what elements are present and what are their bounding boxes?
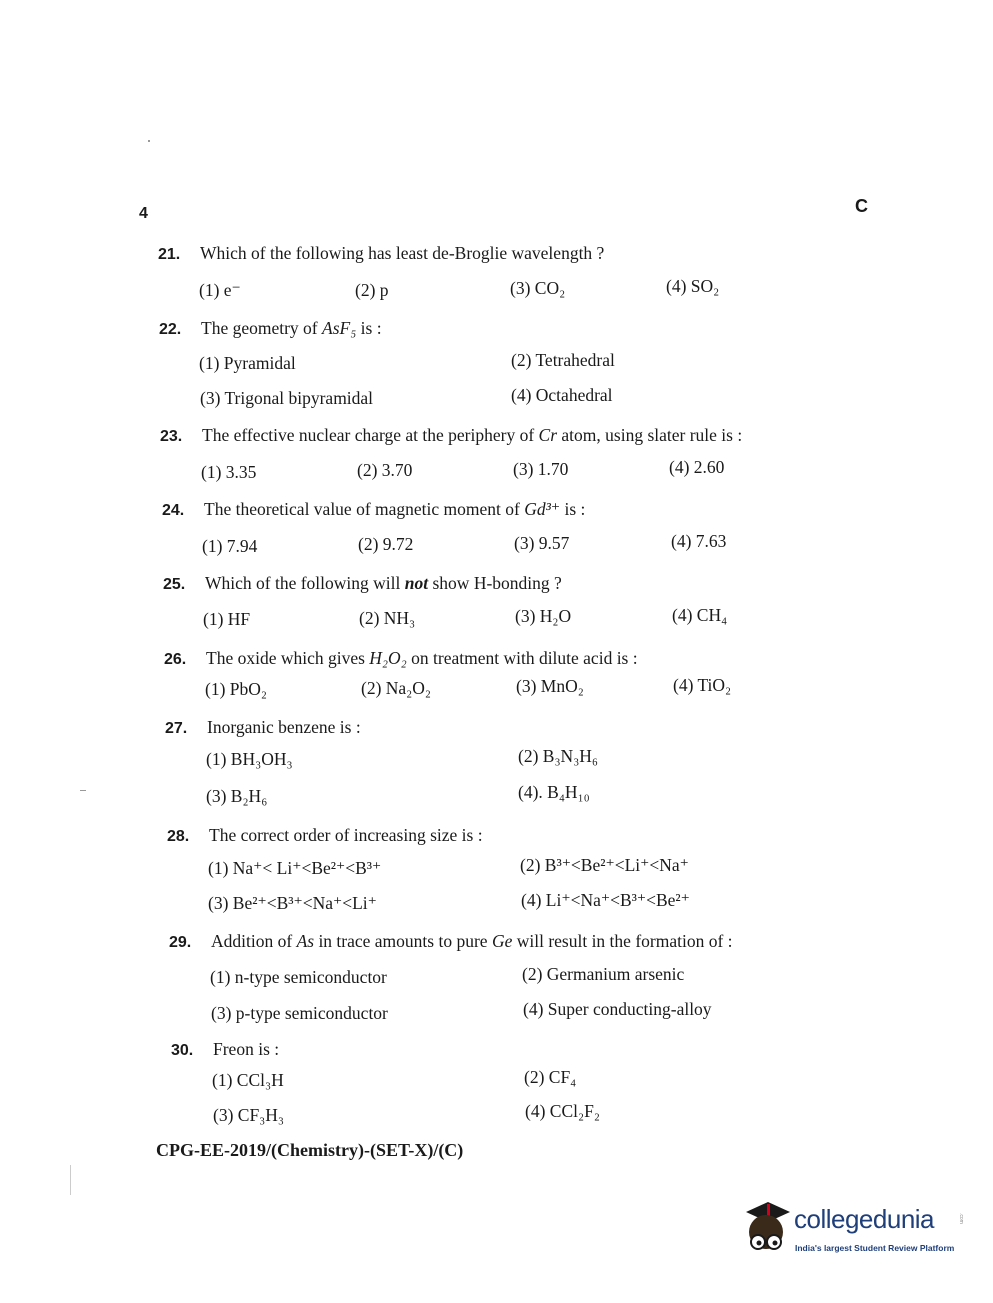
question-25 <box>163 573 562 594</box>
option-22-4: (4) Octahedral <box>511 385 613 405</box>
question-29 <box>169 931 733 952</box>
option-24-4: (4) 7.63 <box>671 531 727 551</box>
question-30 <box>171 1039 279 1060</box>
question-number: 24. <box>162 502 185 519</box>
collegedunia-logo <box>738 1198 968 1264</box>
option-27-3: (3) B₂H₆ <box>206 786 268 806</box>
formula: Cr <box>538 425 558 445</box>
option-25-3: (3) H₂O <box>515 606 572 626</box>
option-22-3: (3) Trigonal bipyramidal <box>200 388 374 408</box>
question-text-mid: in trace amounts to pure <box>318 931 488 951</box>
question-number: 23. <box>160 428 183 445</box>
formula: Gd³⁺ <box>524 499 561 519</box>
question-text: Freon is : <box>213 1039 280 1059</box>
question-text: The oxide which gives <box>206 648 365 668</box>
option-23-1: (1) 3.35 <box>201 462 257 482</box>
option-26-1: (1) PbO₂ <box>205 679 268 699</box>
question-text: The effective nuclear charge at the periphery of <box>202 425 535 445</box>
question-text-end: show H-bonding ? <box>432 573 562 593</box>
mascot-icon <box>738 1198 794 1264</box>
question-27 <box>165 717 361 738</box>
brand-domain: .com <box>958 1213 964 1224</box>
option-24-3: (3) 9.57 <box>514 533 570 553</box>
option-21-1: (1) e⁻ <box>199 280 241 300</box>
formula: H₂O₂ <box>369 648 407 668</box>
option-29-1: (1) n-type semiconductor <box>210 967 387 987</box>
option-26-3: (3) MnO₂ <box>516 676 584 696</box>
question-text: Which of the following has least de-Broglie wavelength ? <box>200 243 605 263</box>
question-number: 27. <box>165 720 188 737</box>
set-code: C <box>855 196 868 216</box>
option-21-2: (2) p <box>355 280 389 300</box>
question-26 <box>164 648 638 669</box>
option-25-1: (1) HF <box>203 609 251 629</box>
question-number: 26. <box>164 651 187 668</box>
question-text-end: on treatment with dilute acid is : <box>411 648 638 668</box>
question-28 <box>167 825 483 846</box>
option-30-1: (1) CCl₃H <box>212 1070 284 1090</box>
option-27-1: (1) BH₃OH₃ <box>206 749 293 769</box>
scan-mark <box>70 1165 71 1195</box>
option-23-3: (3) 1.70 <box>513 459 569 479</box>
option-28-4: (4) Li⁺<Na⁺<B³⁺<Be²⁺ <box>521 890 690 910</box>
question-number: 30. <box>171 1042 194 1059</box>
option-22-2: (2) Tetrahedral <box>511 350 615 370</box>
option-29-3: (3) p-type semiconductor <box>211 1003 388 1023</box>
option-28-2: (2) B³⁺<Be²⁺<Li⁺<Na⁺ <box>520 855 689 875</box>
option-28-3: (3) Be²⁺<B³⁺<Na⁺<Li⁺ <box>208 893 377 913</box>
scan-mark <box>80 790 86 791</box>
option-25-4: (4) CH₄ <box>672 605 728 625</box>
formula: Ge <box>491 931 513 951</box>
question-text: The theoretical value of magnetic moment of <box>204 499 520 519</box>
question-text-end: atom, using slater rule is : <box>561 425 743 445</box>
question-21 <box>158 243 604 264</box>
brand-name: collegedunia <box>794 1204 935 1234</box>
question-23 <box>160 425 742 446</box>
scan-mark <box>148 140 150 142</box>
question-number: 28. <box>167 828 190 845</box>
option-22-1: (1) Pyramidal <box>199 353 296 373</box>
question-text-end: is : <box>564 499 586 519</box>
question-number: 29. <box>169 934 192 951</box>
page-number: 4 <box>139 205 148 222</box>
option-21-3: (3) CO₂ <box>510 278 566 298</box>
option-24-2: (2) 9.72 <box>358 534 414 554</box>
option-23-2: (2) 3.70 <box>357 460 413 480</box>
question-text: The correct order of increasing size is : <box>209 825 483 845</box>
question-text: The geometry of <box>201 318 318 338</box>
formula: AsF₅ <box>322 318 357 338</box>
option-23-4: (4) 2.60 <box>669 457 725 477</box>
question-number: 21. <box>158 246 181 263</box>
option-30-3: (3) CF₃H₃ <box>213 1105 285 1125</box>
question-text: Which of the following will <box>205 573 401 593</box>
option-26-4: (4) TiO₂ <box>673 675 732 695</box>
option-27-4: (4). B₄H₁₀ <box>518 782 590 802</box>
question-number: 22. <box>159 321 182 338</box>
option-30-2: (2) CF₄ <box>524 1067 577 1087</box>
footer-code: CPG-EE-2019/(Chemistry)-(SET-X)/(C) <box>156 1140 464 1160</box>
option-24-1: (1) 7.94 <box>202 536 258 556</box>
brand-tagline: India's largest Student Review Platform <box>795 1243 955 1253</box>
question-text: Inorganic benzene is : <box>207 717 361 737</box>
option-28-1: (1) Na⁺< Li⁺<Be²⁺<B³⁺ <box>208 858 382 878</box>
question-text-end: is : <box>360 318 382 338</box>
option-29-4: (4) Super conducting-alloy <box>523 999 712 1019</box>
question-text: Addition of <box>211 931 293 951</box>
option-26-2: (2) Na₂O₂ <box>361 678 432 698</box>
option-27-2: (2) B₃N₃H₆ <box>518 746 599 766</box>
option-29-2: (2) Germanium arsenic <box>522 964 685 984</box>
formula: As <box>296 931 315 951</box>
option-30-4: (4) CCl₂F₂ <box>525 1101 600 1121</box>
option-21-4: (4) SO₂ <box>666 276 720 296</box>
option-25-2: (2) NH₃ <box>359 608 416 628</box>
question-text-end: will result in the formation of : <box>516 931 733 951</box>
question-22 <box>159 318 382 339</box>
emphasis: not <box>404 573 429 593</box>
question-24 <box>162 499 585 520</box>
question-number: 25. <box>163 576 186 593</box>
